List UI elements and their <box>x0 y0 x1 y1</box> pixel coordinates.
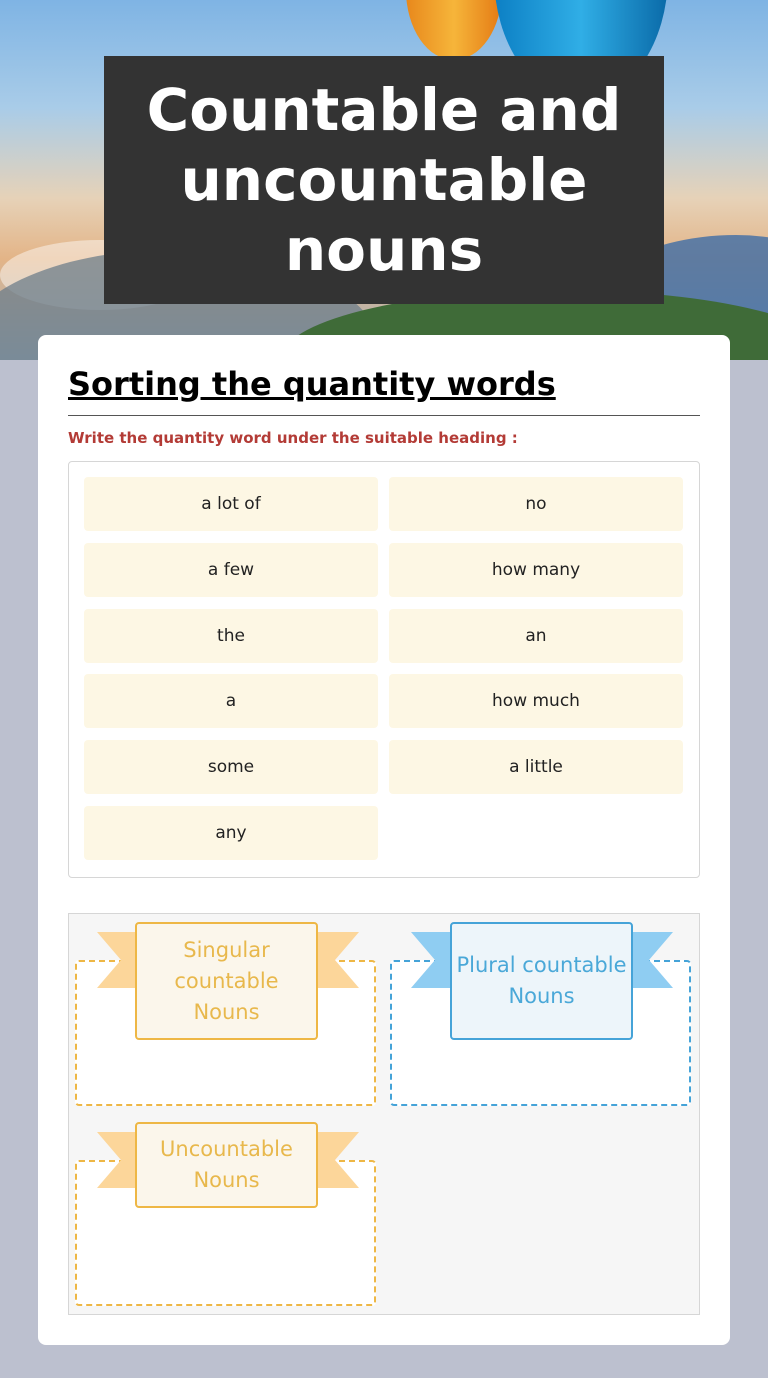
word-tile[interactable]: a lot of <box>84 477 378 531</box>
instruction-text: Write the quantity word under the suitable heading : <box>68 429 518 447</box>
worksheet-card <box>38 335 730 1345</box>
category-label-plural-countable: Plural countable Nouns <box>450 922 633 1040</box>
word-tile[interactable]: how many <box>389 543 683 597</box>
word-tile[interactable]: an <box>389 609 683 663</box>
category-label-singular-countable: Singular countable Nouns <box>135 922 318 1040</box>
word-tile[interactable]: the <box>84 609 378 663</box>
title-banner <box>104 56 664 304</box>
page-title: Countable and uncountable nouns <box>146 76 622 284</box>
word-tile[interactable]: how much <box>389 674 683 728</box>
word-tile[interactable]: a little <box>389 740 683 794</box>
orange-balloon-image <box>406 0 502 60</box>
divider <box>68 415 700 416</box>
word-bank <box>68 461 700 878</box>
category-label-uncountable: Uncountable Nouns <box>135 1122 318 1208</box>
word-tile[interactable]: no <box>389 477 683 531</box>
word-tile[interactable]: some <box>84 740 378 794</box>
word-tile[interactable]: a <box>84 674 378 728</box>
word-tile[interactable]: any <box>84 806 378 860</box>
word-tile[interactable]: a few <box>84 543 378 597</box>
section-title: Sorting the quantity words <box>68 365 556 403</box>
sorting-area <box>68 913 700 1315</box>
